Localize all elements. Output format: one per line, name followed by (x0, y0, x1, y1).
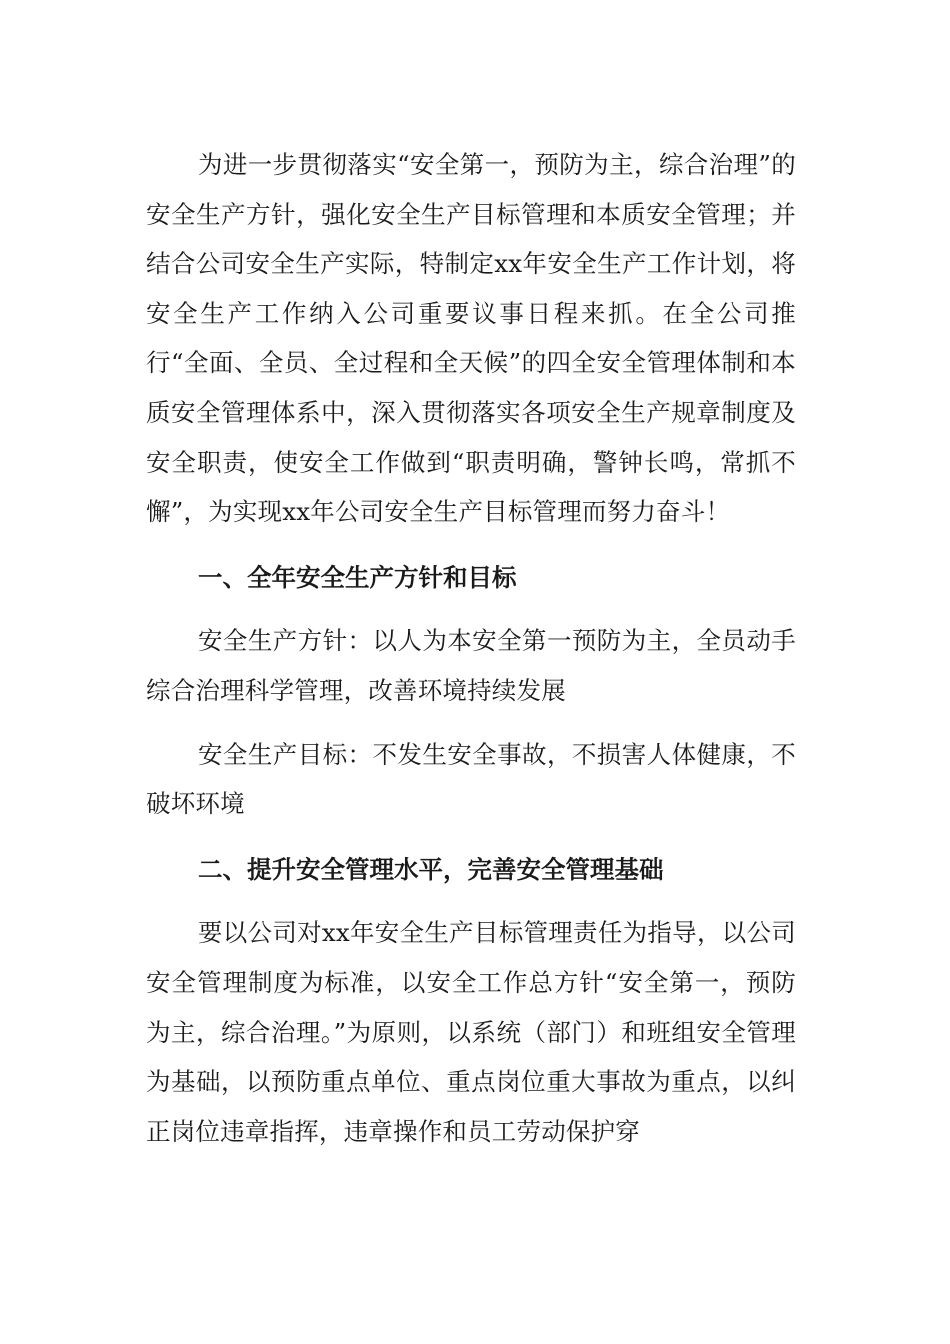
document-page (146, 140, 796, 1156)
section-1-heading: 一、全年安全生产方针和目标 (198, 562, 517, 592)
section-2-heading: 二、提升安全管理水平，完善安全管理基础 (198, 854, 664, 884)
safety-goal-paragraph: 安全生产目标：不发生安全事故，不损害人体健康，不破坏环境 (146, 739, 796, 819)
safety-policy-paragraph: 安全生产方针：以人为本安全第一预防为主，全员动手综合治理科学管理，改善环境持续发展 (146, 626, 796, 705)
section-2-body-paragraph: 要以公司对xx年安全生产目标管理责任为指导，以公司安全管理制度为标准，以安全工作总方针“安全第一，预防为主，综合治理。”为原则，以系统（部门）和班组安全管理为基础，以预防重点单位、重点岗位重大事故为重点，以纠正岗位违章指挥，违章操作和员工劳动保护穿 (146, 918, 796, 1146)
intro-paragraph: 为进一步贯彻落实“安全第一，预防为主，综合治理”的安全生产方针，强化安全生产目标管理和本质安全管理；并结合公司安全生产实际，特制定xx年安全生产工作计划，将安全生产工作纳入公司重要议事日程来抓。在全公司推行“全面、全员、全过程和全天候”的四全安全管理体制和本质安全管理体系中，深入贯彻落实各项安全生产规章制度及安全职责，使安全工作做到“职责明确，警钟长鸣，常抓不懈”，为实现xx年公司安全生产目标管理而努力奋斗！ (146, 150, 796, 527)
